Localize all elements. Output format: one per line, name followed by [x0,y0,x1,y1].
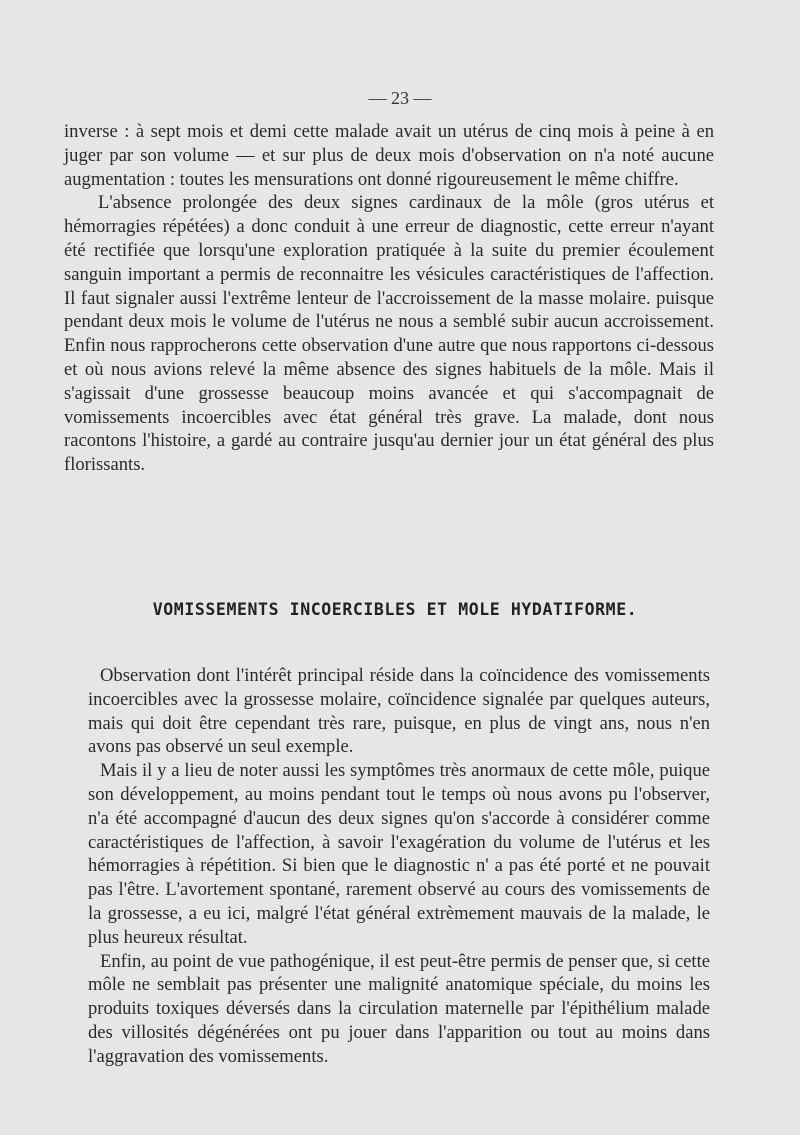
paragraph: Mais il y a lieu de noter aussi les symptômes très anormaux de cette môle, puique son développement, au moins pendant tout le temps où nous avons pu l'observer, n'a été accompagné d'aucun des deux signes qu'on s'accorde à considérer comme caractéristiques de l'affection, à savoir l'exagération du volume de l'utérus et les hémorragies à répétition. Si bien que le diagnostic n' a pas été porté et ne pouvait pas l'être. L'avortement spontané, rarement observé au cours des vomissements de la grossesse, a eu ici, malgré l'état général extrèmement mauvais de la malade, le plus heureux résultat. [88,760,710,948]
intro-text-block [64,120,714,477]
page-number: — 23 — [368,88,432,108]
paragraph: L'absence prolongée des deux signes cardinaux de la môle (gros utérus et hémorragies répétées) a donc conduit à une erreur de diagnostic, cette erreur n'ayant été rectifiée que lorsqu'une exploration pratiquée à la suite du premier écoulement sanguin important a permis de reconnaitre les vésicules caractéristiques de l'affection. Il faut signaler aussi l'extrême lenteur de l'accroissement de la masse molaire. puisque pendant deux mois le volume de l'utérus ne nous a semblé subir aucun accroissement. Enfin nous rapprocherons cette observation d'une autre que nous rapportons ci-dessous et où nous avions relevé la même absence des signes habituels de la môle. Mais il s'agissait d'une grossesse beaucoup moins avancée et qui s'accompagnait de vomissements incoercibles avec état général très grave. La malade, dont nous racontons l'histoire, a gardé au contraire jusqu'au dernier jour un état général des plus florissants. [64,192,714,476]
paragraph: Observation dont l'intérêt principal réside dans la coïncidence des vomissements incoercibles avec la grossesse molaire, coïncidence signalée par quelques auteurs, mais qui doit être cependant très rare, puisque, en plus de vingt ans, nous n'en avons pas observé un seul exemple. [88,665,710,758]
section-text-block [88,664,710,1069]
paragraph: inverse : à sept mois et demi cette malade avait un utérus de cinq mois à peine à en juger par son volume — et sur plus de deux mois d'observation on n'a noté aucune augmentation : toutes les mensurations ont donné rigoureusement le même chiffre. [64,121,714,190]
paragraph: Enfin, au point de vue pathogénique, il est peut-être permis de penser que, si cette môle ne semblait pas présenter une malignité anatomique spéciale, du moins les produits toxiques déversés dans la circulation maternelle par l'épithélium malade des villosités dégénérées ont pu jouer dans l'apparition ou tout au moins dans l'aggravation des vomissements. [88,950,710,1067]
section-heading: VOMISSEMENTS INCOERCIBLES ET MOLE HYDATIFORME. [152,600,638,619]
